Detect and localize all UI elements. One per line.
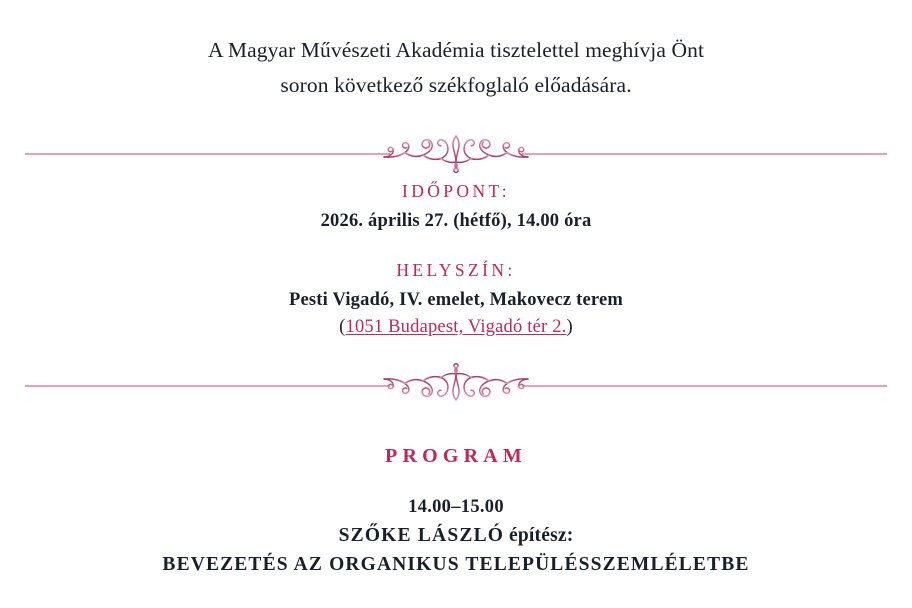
program-entry-title: BEVEZETÉS AZ ORGANIKUS TELEPÜLÉSSZEMLÉLETBE xyxy=(162,553,750,575)
detail-venue xyxy=(0,260,912,338)
time-value: 2026. április 27. (hétfő), 14.00 óra xyxy=(320,210,592,231)
divider-rule-left xyxy=(25,153,390,155)
program-entry-time: 14.00–15.00 xyxy=(408,496,504,517)
flourish-ornament-icon xyxy=(376,362,536,406)
invitation-intro xyxy=(0,0,912,103)
speaker-role: építész: xyxy=(509,524,574,546)
ornamental-divider-bottom xyxy=(0,361,912,407)
venue-value: Pesti Vigadó, IV. emelet, Makovecz terem xyxy=(288,289,624,310)
program-entry xyxy=(0,497,912,576)
address-close-paren: ) xyxy=(566,316,573,337)
venue-address-link[interactable]: 1051 Budapest, Vigadó tér 2. xyxy=(345,316,567,337)
invitation-details xyxy=(0,181,912,338)
flourish-ornament-icon xyxy=(376,130,536,174)
speaker-name: SZŐKE LÁSZLÓ xyxy=(338,524,505,546)
divider-rule-right xyxy=(522,153,887,155)
ornamental-divider-top xyxy=(0,129,912,175)
intro-line-2: soron következő székfoglaló előadására. xyxy=(280,72,632,97)
time-label: IDŐPONT: xyxy=(402,180,510,201)
address-open-paren: ( xyxy=(339,316,346,337)
venue-address xyxy=(0,317,912,338)
venue-label: HELYSZÍN: xyxy=(396,259,516,280)
divider-rule-right-bottom xyxy=(522,385,887,387)
program-section xyxy=(0,445,912,576)
program-entry-speaker xyxy=(0,525,912,547)
divider-rule-left-bottom xyxy=(25,385,390,387)
intro-line-1: A Magyar Művészeti Akadémia tisztelettel meghívja Önt xyxy=(207,38,705,62)
detail-time xyxy=(0,181,912,232)
program-heading: PROGRAM xyxy=(385,444,527,467)
